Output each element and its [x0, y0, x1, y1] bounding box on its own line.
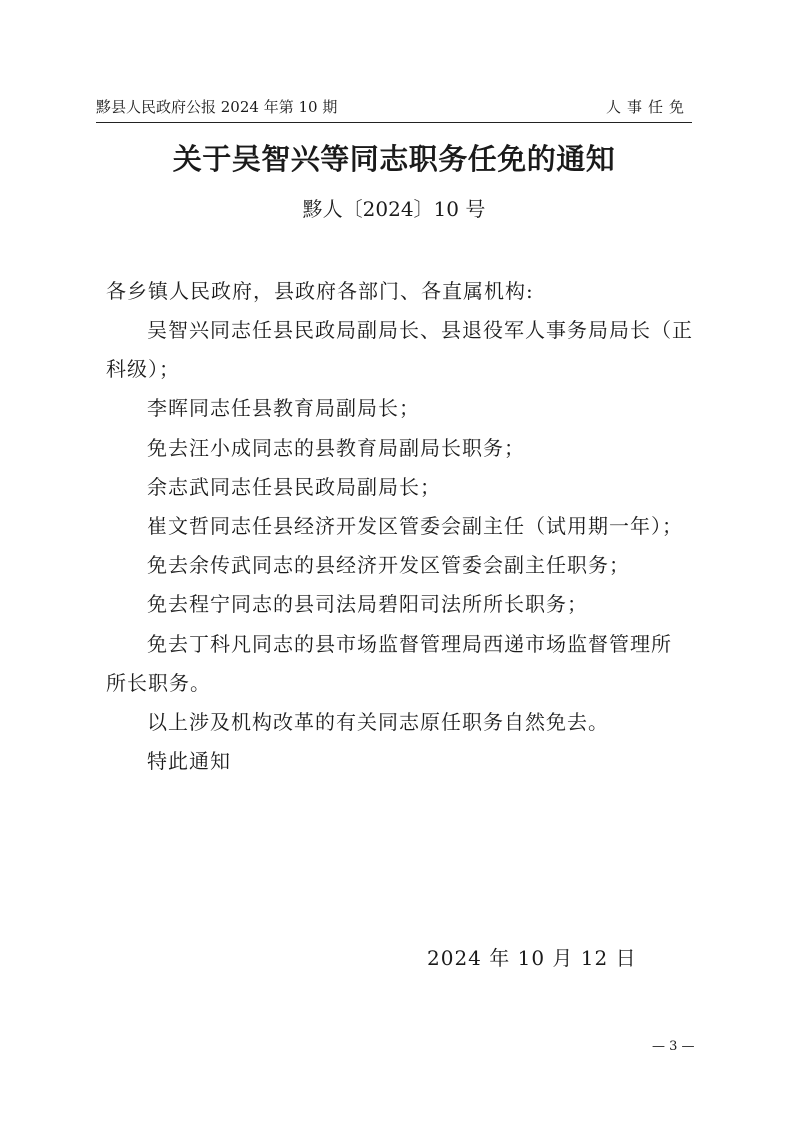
paragraph-line: 吴智兴同志任县民政局副局长、县退役军人事务局局长（正 [147, 318, 693, 342]
issue-date: 2024 年 10 月 12 日 [427, 946, 637, 970]
publication-name: 黟县人民政府公报 2024 年第 10 期 [96, 98, 338, 116]
notice-title: 关于吴智兴等同志职务任免的通知 [172, 142, 616, 176]
paragraph-line: 免去丁科凡同志的县市场监督管理局西递市场监督管理所 [147, 632, 672, 656]
paragraph-line: 余志武同志任县民政局副局长； [147, 475, 441, 499]
running-header [96, 96, 690, 120]
header-divider [96, 122, 692, 123]
paragraph-line: 免去汪小成同志的县教育局副局长职务； [147, 436, 525, 460]
paragraph-line: 李晖同志任县教育局副局长； [147, 396, 420, 420]
section-label: 人事任免 [605, 98, 690, 116]
paragraph-line: 免去程宁同志的县司法局碧阳司法所所长职务； [147, 592, 588, 616]
paragraph-line: 科级）； [106, 357, 180, 381]
paragraph-line: 所长职务。 [106, 671, 211, 695]
paragraph-line: 免去余传武同志的县经济开发区管委会副主任职务； [147, 553, 630, 577]
closing-line: 特此通知 [147, 749, 231, 773]
paragraph-line: 崔文哲同志任县经济开发区管委会副主任（试用期一年）； [147, 514, 683, 538]
page-number: — 3 — [652, 1039, 695, 1054]
paragraph-line: 以上涉及机构改革的有关同志原任职务自然免去。 [147, 710, 609, 734]
salutation: 各乡镇人民政府，县政府各部门、各直属机构: [106, 279, 534, 303]
document-number: 黟人〔2024〕10 号 [302, 197, 486, 221]
